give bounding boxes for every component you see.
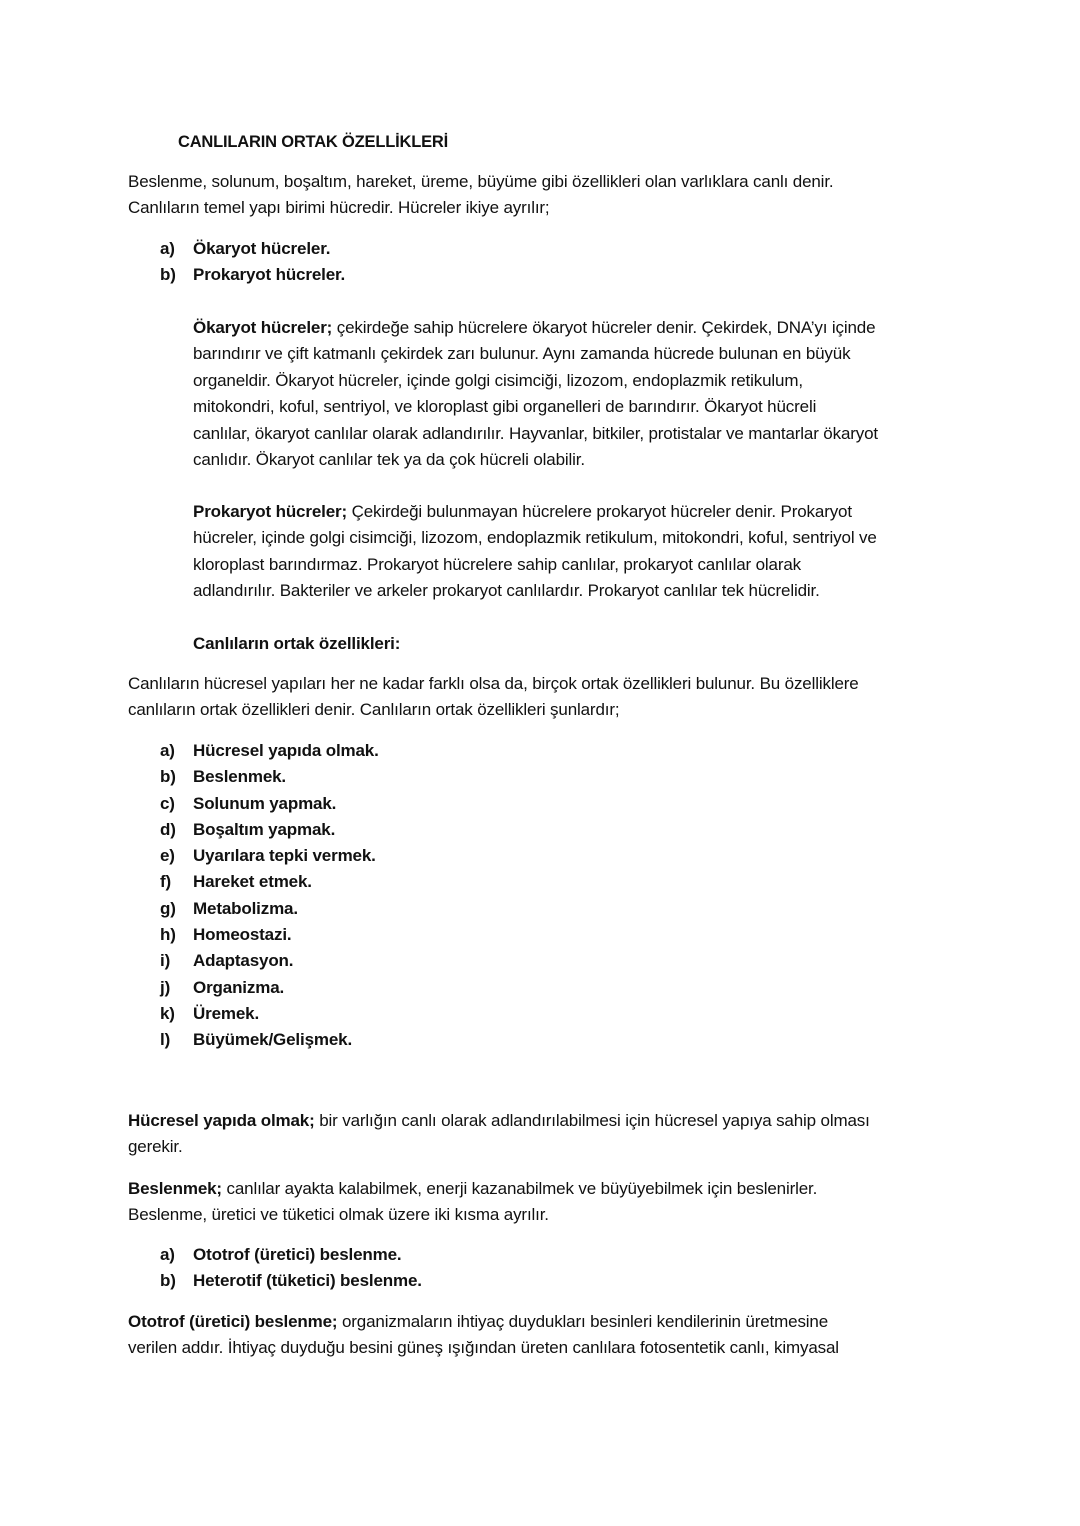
list-item-label: Solunum yapmak. (193, 793, 337, 813)
list-marker: h) (160, 925, 176, 945)
paragraph-line: verilen addır. İhtiyaç duyduğu besini güneş ışığından üreten canlılara fotosentetik canlı, kimyasal (128, 1338, 839, 1358)
paragraph-line: kloroplast barındırmaz. Prokaryot hücrelere sahip canlılar, prokaryot canlılar olarak (193, 554, 802, 574)
list-marker: e) (160, 846, 175, 866)
list-item-label: Heterotif (tüketici) beslenme. (193, 1271, 422, 1291)
list-item-label: Uyarılara tepki vermek. (193, 846, 376, 866)
list-marker: k) (160, 1003, 175, 1023)
cellular-paragraph (128, 1108, 870, 1161)
paragraph-line: canlılar, ökaryot canlılar olarak adlandırılır. Hayvanlar, bitkiler, protistalar ve mantarlar ökaryot (193, 423, 878, 443)
paragraph-text: çekirdeğe sahip hücrelere ökaryot hücreler denir. Çekirdek, DNA’yı içinde (332, 318, 876, 337)
list-item-label: Boşaltım yapmak. (193, 819, 336, 839)
paragraph-line: hücreler, içinde golgi cisimciği, lizozom, endoplazmik retikulum, mitokondri, koful, sentriyol ve (193, 528, 877, 548)
page-title: CANLILARIN ORTAK ÖZELLİKLERİ (178, 133, 448, 151)
common-features-intro (128, 671, 859, 724)
paragraph-line: mitokondri, koful, sentriyol, ve kloroplast gibi organelleri de barındırır. Ökaryot hücreli (193, 397, 817, 417)
list-item-label: Metabolizma. (193, 898, 298, 918)
section-heading: Canlıların ortak özellikleri: (193, 634, 401, 653)
list-marker: j) (160, 977, 171, 997)
intro-line: Beslenme, solunum, boşaltım, hareket, üreme, büyüme gibi özellikleri olan varlıklara canlı denir. (128, 172, 834, 191)
list-item-label: Hareket etmek. (193, 872, 312, 892)
intro-line: Canlıların temel yapı birimi hücredir. Hücreler ikiye ayrılır; (128, 198, 550, 218)
paragraph-text: bir varlığın canlı olarak adlandırılabilmesi için hücresel yapıya sahip olması (314, 1111, 870, 1130)
paragraph-line: gerekir. (128, 1137, 183, 1157)
prokaryote-paragraph (193, 499, 877, 605)
list-item-label: Üremek. (193, 1003, 260, 1023)
list-marker: g) (160, 898, 176, 918)
paragraph-line: Beslenme, üretici ve tüketici olmak üzere iki kısma ayrılır. (128, 1205, 549, 1225)
list-item-label: Homeostazi. (193, 925, 292, 945)
list-marker: a) (160, 239, 175, 258)
paragraph-term: Hücresel yapıda olmak; (128, 1111, 315, 1130)
paragraph-text: organizmaların ihtiyaç duydukları besinleri kendilerinin üretmesine (337, 1312, 829, 1331)
paragraph-term: Beslenmek; (128, 1179, 222, 1198)
paragraph-line: canlıların ortak özellikleri denir. Canlıların ortak özellikleri şunlardır; (128, 700, 620, 720)
list-item-label: Büyümek/Gelişmek. (193, 1030, 353, 1050)
list-marker: b) (160, 767, 176, 787)
paragraph-text: Çekirdeği bulunmayan hücrelere prokaryot hücreler denir. Prokaryot (347, 502, 852, 521)
paragraph-line: Canlıların hücresel yapıları her ne kadar farklı olsa da, birçok ortak özellikleri bulunur. Bu özelliklere (128, 674, 859, 693)
list-item-label: Hücresel yapıda olmak. (193, 741, 379, 760)
list-marker: d) (160, 819, 176, 839)
list-marker: a) (160, 1245, 175, 1264)
paragraph-line: adlandırılır. Bakteriler ve arkeler prokaryot canlılardır. Prokaryot canlılar tek hücrelidir. (193, 581, 820, 601)
eukaryote-paragraph (193, 315, 878, 473)
intro-paragraph (128, 169, 833, 222)
nutrition-paragraph (128, 1176, 817, 1229)
paragraph-term: Prokaryot hücreler; (193, 502, 347, 521)
list-marker: b) (160, 1271, 176, 1291)
list-marker: f) (160, 872, 172, 892)
paragraph-line: barındırır ve çift katmanlı çekirdek zarı bulunur. Aynı zamanda hücrede bulunan en büyük (193, 344, 851, 364)
paragraph-term: Ökaryot hücreler; (193, 318, 333, 337)
list-item-label: Prokaryot hücreler. (193, 265, 346, 285)
list-item-label: Beslenmek. (193, 767, 286, 787)
paragraph-term: Ototrof (üretici) beslenme; (128, 1312, 338, 1331)
autotroph-paragraph (128, 1309, 839, 1362)
list-marker: b) (160, 265, 176, 285)
list-marker: l) (160, 1030, 171, 1050)
paragraph-text: canlılar ayakta kalabilmek, enerji kazanabilmek ve büyüyebilmek için beslenirler. (221, 1179, 818, 1198)
list-marker: a) (160, 741, 175, 760)
paragraph-line: canlıdır. Ökaryot canlılar tek ya da çok hücreli olabilir. (193, 449, 585, 469)
list-item-label: Adaptasyon. (193, 951, 294, 971)
list-item-label: Organizma. (193, 977, 285, 997)
list-marker: c) (160, 793, 175, 813)
list-item-label: Ototrof (üretici) beslenme. (193, 1245, 402, 1264)
list-item-label: Ökaryot hücreler. (193, 239, 331, 258)
paragraph-line: organeldir. Ökaryot hücreler, içinde golgi cisimciği, lizozom, endoplazmik retikulum, (193, 370, 803, 390)
list-marker: i) (160, 951, 171, 971)
